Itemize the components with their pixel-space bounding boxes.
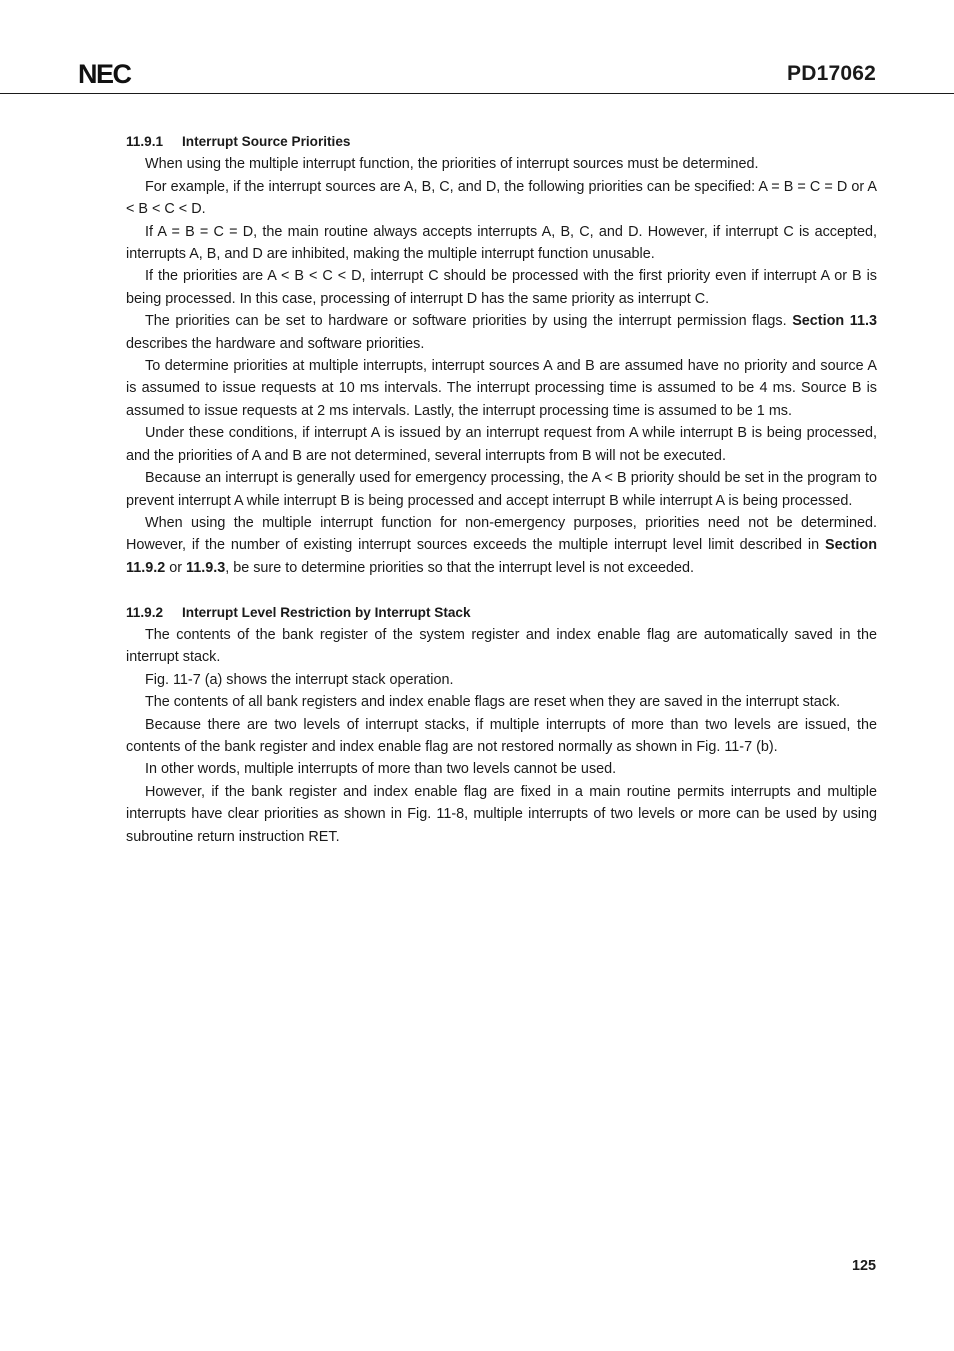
section-11-9-2 <box>126 602 877 848</box>
section-number: 11.9.1 <box>126 134 164 149</box>
text-run: or <box>165 559 187 576</box>
paragraph: However, if the bank register and index enable flag are fixed in a main routine permits interrupts and multiple interrupts have clear priorities as shown in Fig. 11-8, multiple interrupts of two levels or more can be used by using subroutine return instruction RET. <box>126 783 877 845</box>
nec-logo <box>78 60 156 86</box>
paragraph: If the priorities are A < B < C < D, interrupt C should be processed with the first priority even if interrupt A or B is being processed. In this case, processing of interrupt D has the same priority as interrupt C. <box>126 268 877 307</box>
paragraph: In other words, multiple interrupts of more than two levels cannot be used. <box>145 761 617 778</box>
section-number: 11.9.2 <box>126 604 164 620</box>
section-reference: Section 11.9.2 <box>126 537 877 576</box>
paragraph: Because there are two levels of interrupt stacks, if multiple interrupts of more than two levels are issued, the contents of the bank register and index enable flag are not restored normally as shown in Fig. 11-7 (b). <box>126 716 877 755</box>
text-run: , be sure to determine priorities so that the interrupt level is not exceeded. <box>225 559 694 576</box>
text-run: When using the multiple interrupt function for non-emergency purposes, priorities need not be determined. However, if the number of existing interrupt sources exceeds the multiple interrupt level limit described in <box>126 514 877 554</box>
section-11-9-1 <box>126 131 877 579</box>
section-title: Interrupt Level Restriction by Interrupt Stack <box>182 604 471 620</box>
section-title: Interrupt Source Priorities <box>182 134 351 149</box>
paragraph <box>126 512 877 579</box>
section-reference: 11.9.3 <box>186 559 226 576</box>
text-run: The priorities can be set to hardware or software priorities by using the interrupt permission flags. <box>145 313 793 330</box>
paragraph <box>126 310 877 355</box>
header-rule <box>0 93 954 94</box>
paragraph: Because an interrupt is generally used for emergency processing, the A < B priority should be set in the program to prevent interrupt A while interrupt B is being processed and accept interrupt B while interrupt A is being processed. <box>126 470 877 509</box>
paragraph: The contents of the bank register of the system register and index enable flag are automatically saved in the interrupt stack. <box>126 626 877 666</box>
paragraph: Fig. 11-7 (a) shows the interrupt stack operation. <box>145 671 454 688</box>
text-run: describes the hardware and software priorities. <box>126 335 425 352</box>
svg-text:NEC: NEC <box>78 60 131 86</box>
paragraph: If A = B = C = D, the main routine always accepts interrupts A, B, C, and D. However, if interrupt C is accepted, interrupts A, B, and D are inhibited, making the multiple interrupt function unusable. <box>126 223 877 263</box>
section-heading <box>126 131 877 153</box>
paragraph: For example, if the interrupt sources are A, B, C, and D, the following priorities can be specified: A = B = C = D or A < B < C < D. <box>126 178 877 218</box>
paragraph: Under these conditions, if interrupt A is issued by an interrupt request from A while interrupt B is being processed, and the priorities of A and B are not determined, several interrupts from B will not be executed. <box>126 425 877 464</box>
paragraph: To determine priorities at multiple interrupts, interrupt sources A and B are assumed have no priority and source A is assumed to issue requests at 10 ms intervals. The interrupt processing time is assumed to be 4 ms. Source B is assumed to issue requests at 2 ms intervals. Lastly, the interrupt processing time is assumed to be 1 ms. <box>126 358 877 419</box>
section-reference: Section 11.3 <box>792 313 877 330</box>
document-id: PD17062 <box>787 62 876 85</box>
paragraph: The contents of all bank registers and index enable flags are reset when they are saved in the interrupt stack. <box>145 694 841 711</box>
page-body <box>126 131 877 848</box>
section-heading <box>126 602 877 624</box>
page-number: 125 <box>851 1258 876 1274</box>
page-header <box>0 0 954 95</box>
section-spacer <box>126 579 877 601</box>
paragraph: When using the multiple interrupt function, the priorities of interrupt sources must be determined. <box>145 156 759 173</box>
